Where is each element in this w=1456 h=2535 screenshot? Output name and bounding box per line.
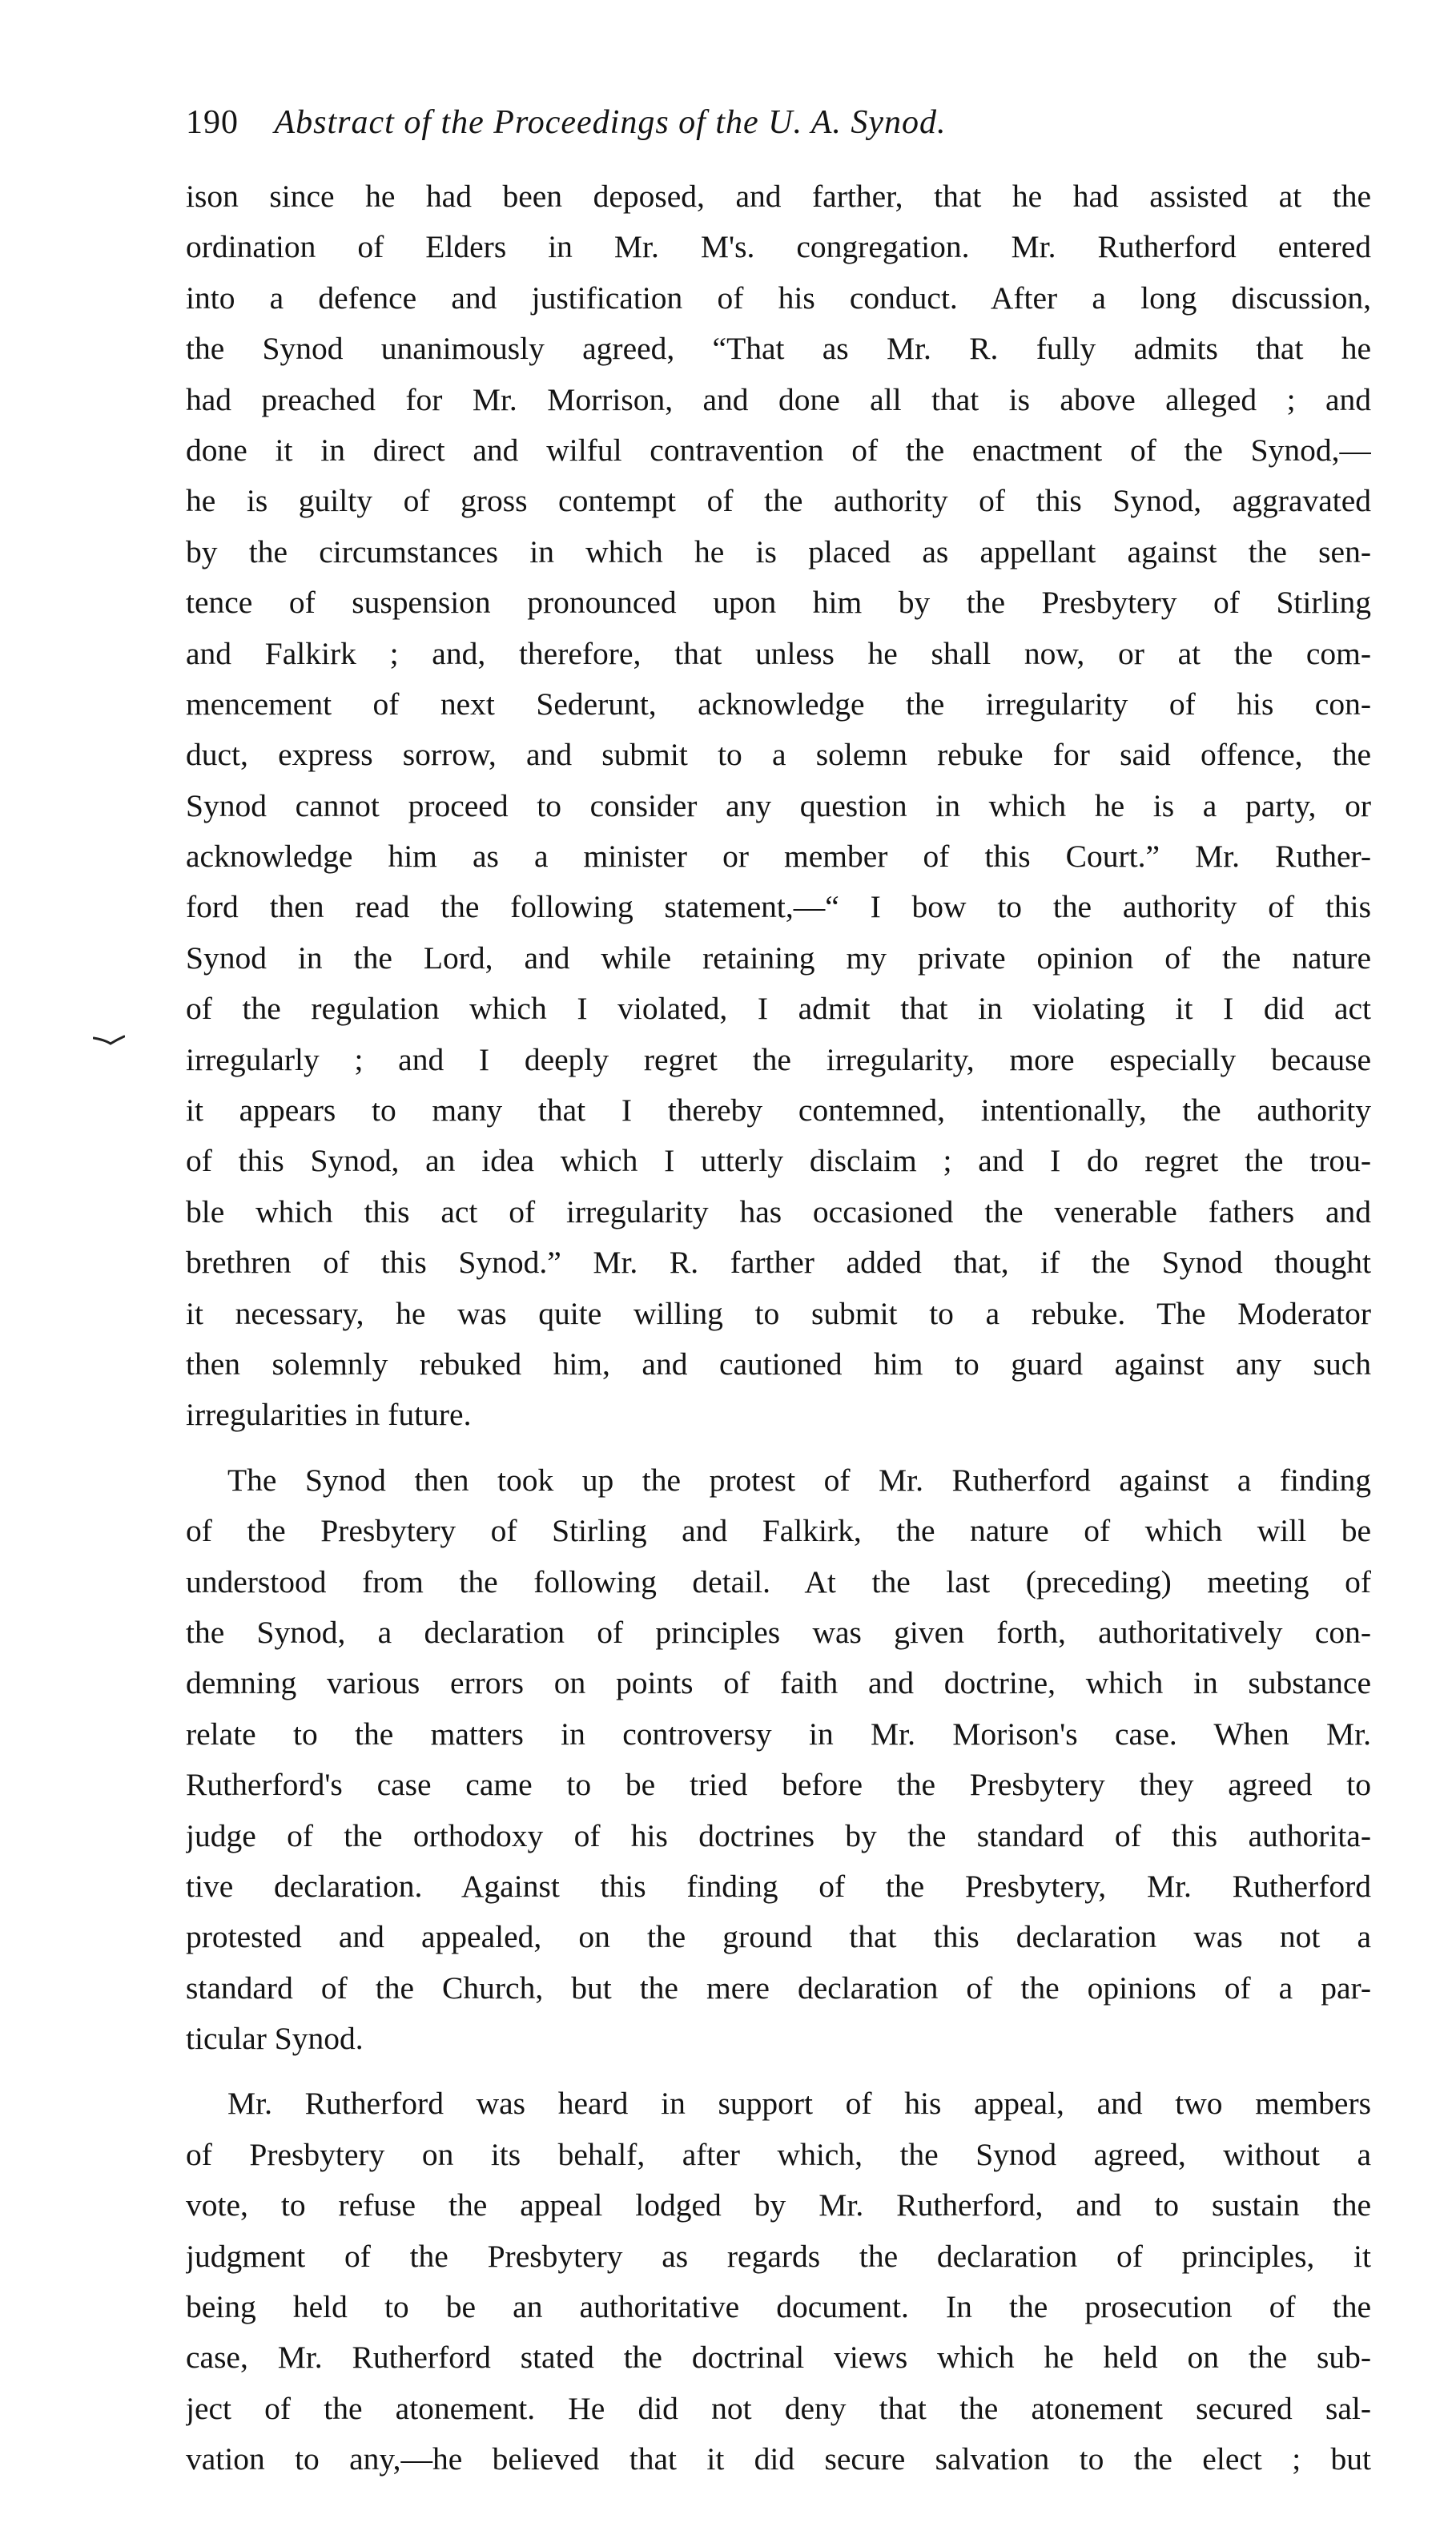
text-line: of the Presbytery of Stirling and Falkirk, the nature of which will be: [186, 1513, 1371, 1549]
text-line: irregularly ; and I deeply regret the irregularity, more especially because: [186, 1041, 1371, 1077]
text-line: demning various errors on points of faith and doctrine, which in substance: [186, 1665, 1371, 1701]
text-line: tence of suspension pronounced upon him by the Presbytery of Stirling: [186, 585, 1371, 621]
text-line: judge of the orthodoxy of his doctrines by the standard of this authorita-: [186, 1817, 1371, 1853]
text-line: tive declaration. Against this finding of the Presbytery, Mr. Rutherford: [186, 1868, 1371, 1904]
running-head: [186, 95, 1371, 151]
text-line: the Synod unanimously agreed, “That as Mr. R. fully admits that he: [186, 331, 1371, 367]
text-line: being held to be an authoritative document. In the prosecution of the: [186, 2289, 1371, 2325]
text-line: ford then read the following statement,—“ I bow to the authority of this: [186, 889, 1371, 925]
text-line: duct, express sorrow, and submit to a solemn rebuke for said offence, the: [186, 737, 1371, 773]
text-line: by the circumstances in which he is placed as appellant against the sen-: [186, 533, 1371, 569]
text-line: brethren of this Synod.” Mr. R. farther added that, if the Synod thought: [186, 1245, 1371, 1281]
text-line: vation to any,—he believed that it did secure salvation to the elect ; but: [186, 2441, 1371, 2477]
text-line: it appears to many that I thereby contemned, intentionally, the authority: [186, 1092, 1371, 1129]
body-text: [186, 171, 1371, 2485]
text-line: Synod in the Lord, and while retaining my private opinion of the nature: [186, 940, 1371, 976]
margin-pencil-mark: [93, 1035, 125, 1046]
text-line: Synod cannot proceed to consider any question in which he is a party, or: [186, 787, 1371, 823]
text-line: The Synod then took up the protest of Mr. Rutherford against a finding: [227, 1462, 1371, 1498]
running-head-title: Abstract of the Proceedings of the U. A. Synod.: [274, 104, 947, 141]
text-line: mencement of next Sederunt, acknowledge the irregularity of his con-: [186, 686, 1371, 722]
text-line: of Presbytery on its behalf, after which, the Synod agreed, without a: [186, 2136, 1371, 2172]
text-line: the Synod, a declaration of principles was given forth, authoritatively con-: [186, 1614, 1371, 1650]
paragraph: [186, 2078, 1371, 2485]
text-line: standard of the Church, but the mere declaration of the opinions of a par-: [186, 1970, 1371, 2006]
text-line: it necessary, he was quite willing to submit to a rebuke. The Moderator: [186, 1295, 1371, 1331]
page-number: 190: [186, 104, 239, 141]
text-line: he is guilty of gross contempt of the authority of this Synod, aggravated: [186, 483, 1371, 519]
text-line: relate to the matters in controversy in Mr. Morison's case. When Mr.: [186, 1716, 1371, 1752]
text-line: ble which this act of irregularity has occasioned the venerable fathers and: [186, 1193, 1371, 1229]
text-line: had preached for Mr. Morrison, and done all that is above alleged ; and: [186, 381, 1371, 417]
text-line: ject of the atonement. He did not deny that the atonement secured sal-: [186, 2390, 1371, 2426]
paragraph: [186, 171, 1371, 1441]
text-line: Rutherford's case came to be tried before the Presbytery they agreed to: [186, 1767, 1371, 1803]
text-line: ticular Synod.: [186, 2021, 364, 2057]
text-line: into a defence and justification of his conduct. After a long discussion,: [186, 280, 1371, 316]
text-line: vote, to refuse the appeal lodged by Mr. Rutherford, and to sustain the: [186, 2187, 1371, 2223]
text-line: of this Synod, an idea which I utterly disclaim ; and I do regret the trou-: [186, 1143, 1371, 1179]
text-line: understood from the following detail. At the last (preceding) meeting of: [186, 1563, 1371, 1599]
text-line: acknowledge him as a minister or member of this Court.” Mr. Ruther-: [186, 839, 1371, 875]
text-line: judgment of the Presbytery as regards the declaration of principles, it: [186, 2238, 1371, 2274]
text-line: case, Mr. Rutherford stated the doctrinal views which he held on the sub-: [186, 2340, 1371, 2376]
paragraph: [186, 1455, 1371, 2065]
text-line: protested and appealed, on the ground that this declaration was not a: [186, 1919, 1371, 1955]
text-line: ordination of Elders in Mr. M's. congregation. Mr. Rutherford entered: [186, 229, 1371, 265]
text-line: then solemnly rebuked him, and cautioned him to guard against any such: [186, 1346, 1371, 1382]
text-line: Mr. Rutherford was heard in support of his appeal, and two members: [227, 2086, 1371, 2122]
text-line: and Falkirk ; and, therefore, that unless he shall now, or at the com-: [186, 635, 1371, 671]
text-line: of the regulation which I violated, I admit that in violating it I did act: [186, 991, 1371, 1027]
text-line: ison since he had been deposed, and farther, that he had assisted at the: [186, 179, 1371, 214]
text-line: irregularities in future.: [186, 1397, 472, 1433]
text-line: done it in direct and wilful contravention of the enactment of the Synod,—: [186, 432, 1371, 468]
